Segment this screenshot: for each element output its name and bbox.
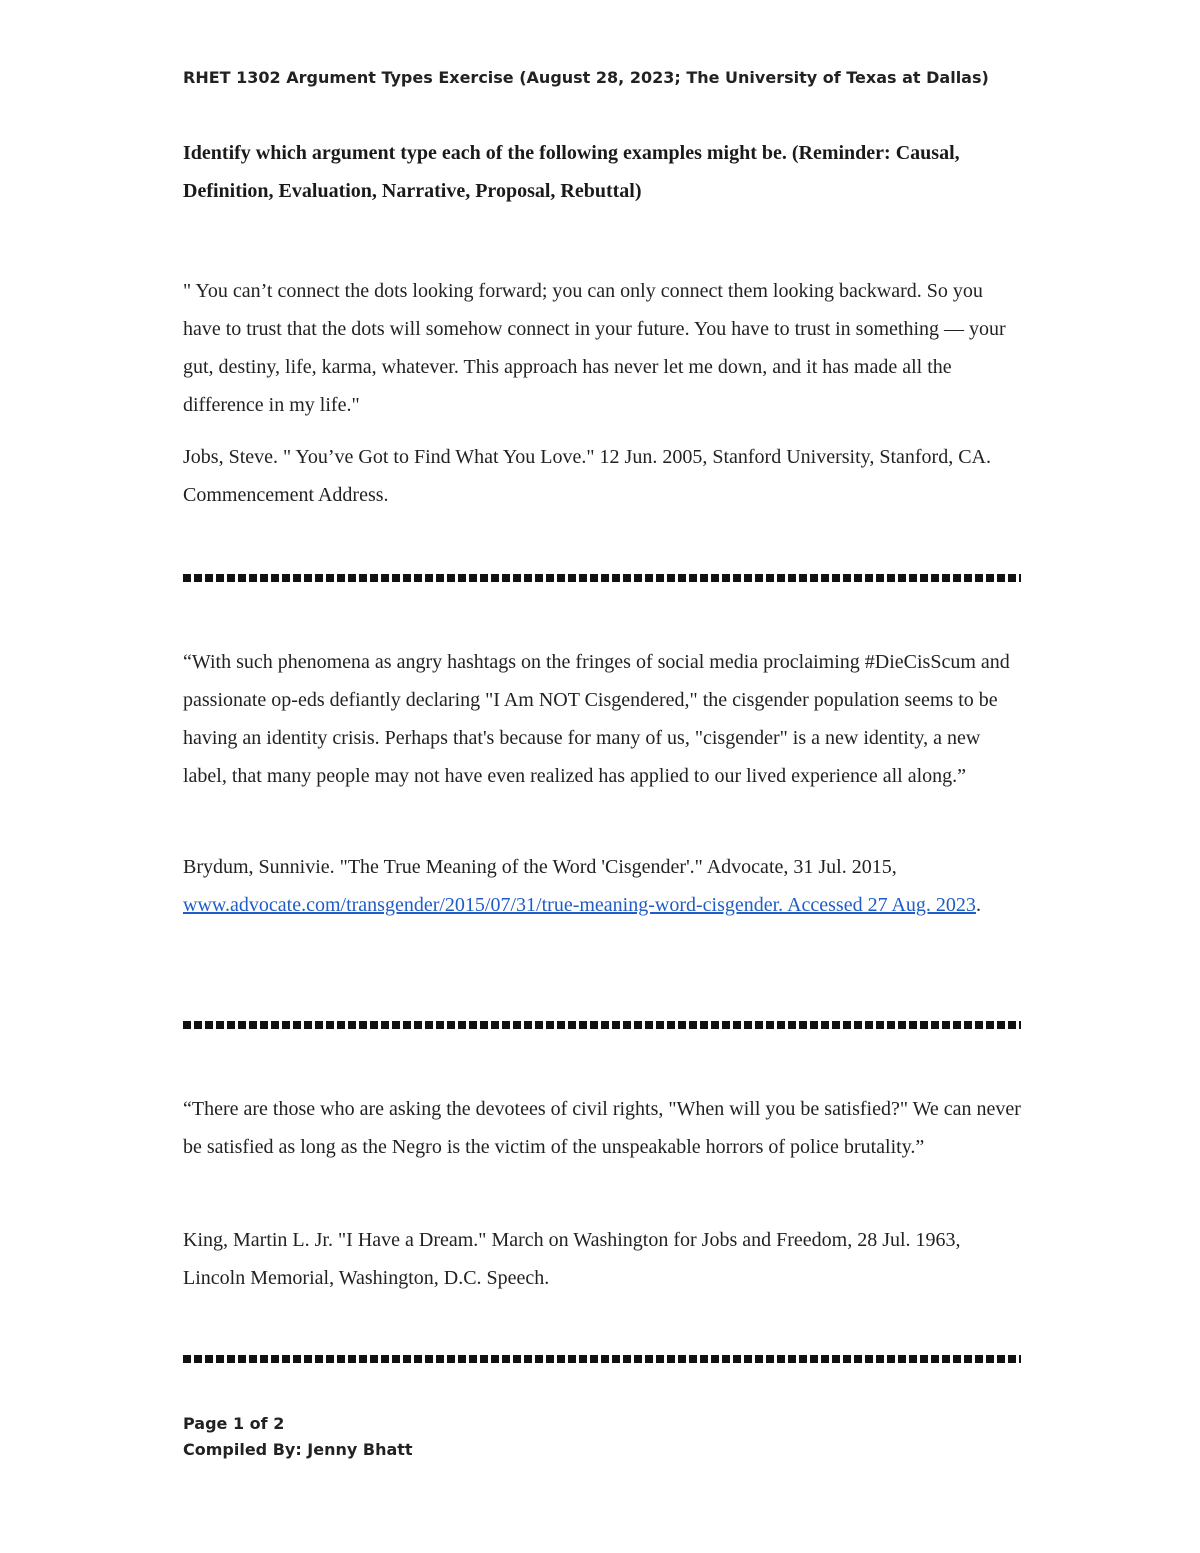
example-2-citation-text: Brydum, Sunnivie. "The True Meaning of the Word 'Cisgender'." Advocate, 31 Jul. 2015,: [183, 856, 897, 878]
citation-link[interactable]: www.advocate.com/transgender/2015/07/31/true-meaning-word-cisgender. Accessed 27 Aug. 2023: [183, 894, 976, 916]
instructions: Identify which argument type each of the following examples might be. (Reminder: Causal, Definition, Evaluation, Narrative, Proposal, Rebuttal): [183, 142, 960, 202]
example-2-citation: [183, 848, 1023, 924]
example-3-quote: “There are those who are asking the devotees of civil rights, "When will you be satisfied?" We can never be satisfied as long as the Negro is the victim of the unspeakable horrors of police brutality.”: [183, 1098, 1021, 1158]
example-2-quote: “With such phenomena as angry hashtags on the fringes of social media proclaiming #DieCisScum and passionate op-eds defiantly declaring "I Am NOT Cisgendered," the cisgender population seems to be having an identity crisis. Perhaps that's because for many of us, "cisgender" is a new identity, a new label, that many people may not have even realized has applied to our lived experience all along.”: [183, 651, 1010, 787]
document-header: RHET 1302 Argument Types Exercise (August 28, 2023; The University of Texas at Dallas): [183, 68, 989, 87]
page-number: Page 1 of 2: [183, 1414, 285, 1433]
example-3-citation: King, Martin L. Jr. "I Have a Dream." March on Washington for Jobs and Freedom, 28 Jul. 1963, Lincoln Memorial, Washington, D.C. Speech.: [183, 1229, 961, 1289]
section-divider: [183, 1355, 1021, 1363]
section-divider: [183, 574, 1021, 582]
section-divider: [183, 1021, 1021, 1029]
example-1-quote: " You can’t connect the dots looking forward; you can only connect them looking backward. So you have to trust that the dots will somehow connect in your future. You have to trust in something — your gut, destiny, life, karma, whatever. This approach has never let me down, and it has made all the difference in my life.": [183, 280, 1006, 416]
example-2-citation-end: .: [975, 894, 981, 916]
compiled-by: Compiled By: Jenny Bhatt: [183, 1440, 413, 1459]
example-1-citation: Jobs, Steve. " You’ve Got to Find What You Love." 12 Jun. 2005, Stanford University, Stanford, CA. Commencement Address.: [183, 446, 991, 506]
